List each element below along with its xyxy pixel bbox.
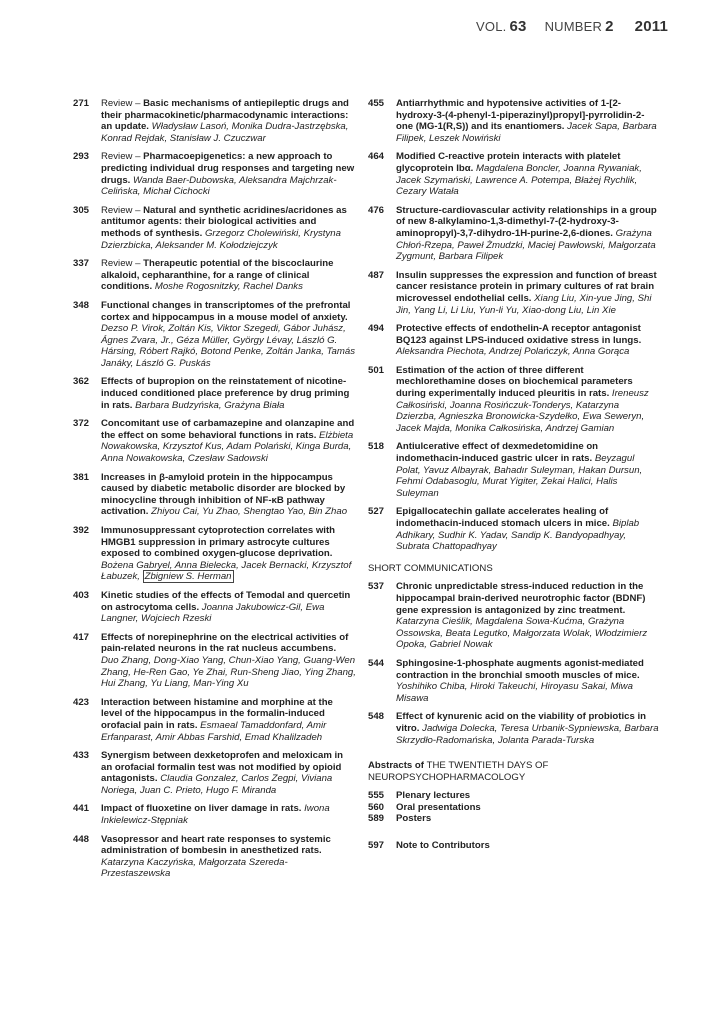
spacer [368, 832, 660, 840]
page-number: 433 [73, 750, 90, 762]
article-title: Natural and synthetic acridines/acridones as antitumor agents: their biological activities and methods of synthesis. [101, 204, 347, 239]
article-title: Estimation of the action of three different mechlorethamine doses on biochemical parameters during experimentally induced pleuritis in rats. [396, 364, 633, 400]
page-number: 362 [73, 376, 90, 388]
article-authors: Yoshihiko Chiba, Hiroki Takeuchi, Hiroyasu Sakai, Miwa Misawa [396, 681, 633, 704]
section-title: Note to Contributors [396, 840, 490, 852]
page-number: 501 [368, 364, 385, 376]
article-title: Functional changes in transcriptomes of the prefrontal cortex and hippocampus in a mouse model of anxiety. [101, 299, 351, 323]
article-title: Modified C-reactive protein interacts with platelet glycoprotein Ibα. [396, 151, 621, 174]
page-number: 271 [73, 98, 90, 109]
page-number: 597 [368, 840, 385, 852]
article-authors: Katarzyna Kaczyńska, Małgorzata Szereda-Przestaszewska [101, 856, 288, 880]
journal-issue-header [476, 18, 672, 35]
article-title: Basic mechanisms of antiepileptic drugs and their pharmacokinetic/pharmacodynamic interactions: an update. [101, 98, 349, 133]
page-number: 441 [73, 803, 90, 815]
issue-number: 2 [605, 18, 614, 35]
toc-entry[interactable] [368, 205, 660, 263]
page-number: 548 [368, 711, 385, 723]
vol-number: 63 [509, 18, 527, 35]
toc-entry[interactable] [368, 270, 660, 316]
toc-entry[interactable] [368, 658, 660, 704]
article-title: Impact of fluoxetine on liver damage in rats. [101, 803, 302, 815]
article-title: Effect of kynurenic acid on the viability of probiotics in vitro. [396, 711, 647, 734]
page-number: 337 [73, 258, 90, 270]
page-number: 392 [73, 525, 90, 536]
page-number: 464 [368, 151, 385, 163]
toc-entry[interactable] [368, 441, 660, 499]
page-number: 537 [368, 581, 385, 593]
page-number: 544 [368, 657, 385, 669]
page-number: 372 [73, 418, 90, 430]
page-number: 381 [73, 471, 90, 483]
page-number: 487 [368, 269, 385, 281]
article-title: Pharmacoepigenetics: a new approach to predicting individual drug responses and targeting new drugs. [101, 151, 355, 186]
article-title: Protective effects of endothelin-A receptor antagonist BQ123 against LPS-induced oxidative stress in lungs. [396, 323, 642, 346]
toc-entry[interactable] [368, 840, 660, 852]
page-number: 555 [368, 790, 385, 802]
article-authors: Joanna Jakubowicz-Gil, Ewa Langner, Wojciech Rzeski [101, 601, 325, 625]
abstracts-heading-rest: THE TWENTIETH DAYS OF NEUROPSYCHOPHARMACOLOGY [368, 760, 549, 783]
article-title: Immunosuppressant cytoprotection correlates with HMGB1 suppression in primary astrocyte cultures exposed to combined oxygen-glucose deprivation. [101, 525, 336, 560]
article-authors: Grażyna Chłoń-Rzepa, Paweł Żmudzki, Maciej Pawłowski, Małgorzata Zygmunt, Barbara Filipek [396, 227, 656, 263]
page-number: 448 [73, 833, 90, 845]
article-authors: Ireneusz Całkosiński, Joanna Rosińczuk-Tonderys, Katarzyna Dzierzba, Agnieszka Bronowicka-Szydełko, Ewa Seweryn, Jacek Majda, Monika Całkosińska, Andrzej Gamian [396, 388, 649, 434]
entry-label: Review – [101, 204, 144, 216]
article-authors: Iwona Inkielewicz-Stępniak [101, 803, 330, 827]
toc-entry[interactable] [73, 590, 356, 625]
article-authors: Bożena Gabryel, Anna Bielecka, Jacek Bernacki, Krzysztof Łabuzek, [101, 559, 352, 583]
short-communications-heading: SHORT COMMUNICATIONS [368, 562, 493, 574]
page-number: 403 [73, 589, 90, 601]
article-title: Effects of norepinephrine on the electrical activities of pain-related neurons in the rat nucleus accumbens. [101, 631, 349, 655]
article-title: Insulin suppresses the expression and function of breast cancer resistance protein in primary cultures of rat brain microvessel endothelial cells. [396, 269, 657, 304]
page-number: 527 [368, 506, 385, 518]
article-title: Concomitant use of carbamazepine and olanzapine and the effect on some behavioral functions in rats. [101, 418, 355, 441]
page-number: 560 [368, 801, 385, 813]
page-number: 589 [368, 813, 385, 825]
page-number: 348 [73, 299, 90, 311]
page-number: 305 [73, 204, 90, 216]
section-title: Oral presentations [396, 801, 481, 813]
toc-entry[interactable] [73, 834, 356, 880]
article-authors: Aleksandra Piechota, Andrzej Polańczyk, Anna Gorąca [396, 346, 630, 358]
entry-label: Review – [101, 151, 144, 163]
toc-entry[interactable] [368, 151, 660, 197]
entry-label: Review – [101, 98, 144, 109]
toc-entry[interactable] [73, 472, 356, 518]
article-authors: Moshe Rogosnitzky, Rachel Danks [154, 281, 303, 293]
toc-entry[interactable] [368, 365, 660, 435]
article-authors: Xiang Liu, Xin-yue Jing, Shi Jin, Yang Li, Li Liu, Yun-li Yu, Xiao-dong Liu, Lin Xie [396, 292, 652, 316]
article-title: Sphingosine-1-phosphate augments agonist-mediated contraction in the bronchial smooth muscles of mice. [396, 657, 644, 681]
toc-entry[interactable] [73, 632, 356, 690]
entry-label: Review – [101, 258, 144, 270]
toc-entry[interactable] [73, 697, 356, 743]
toc-entry[interactable] [73, 151, 356, 197]
page-number: 518 [368, 441, 385, 453]
toc-entry[interactable] [368, 506, 660, 552]
toc-entry[interactable] [368, 802, 660, 814]
toc-entry[interactable] [73, 98, 356, 144]
article-title: Chronic unpredictable stress-induced reduction in the hippocampal brain-derived neurotrophic factor (BDNF) gene expression is antagonized by zinc treatment. [396, 581, 646, 616]
toc-right-column [368, 98, 660, 859]
toc-entry[interactable] [73, 205, 356, 251]
toc-entry[interactable] [368, 790, 660, 802]
page-number: 476 [368, 204, 385, 216]
toc-entry[interactable] [368, 98, 660, 144]
article-authors: Biplab Adhikary, Sudhir K. Yadav, Sandip K. Bandyopadhyay, Subrata Chattopadhyay [396, 518, 640, 553]
article-authors: Wanda Baer-Dubowska, Aleksandra Majchrzak-Celińska, Michał Cichocki [101, 174, 337, 198]
article-authors: Dezso P. Virok, Zoltán Kis, Viktor Szegedi, Gábor Juhász, Ágnes Zvara, Jr., Géza Müller, György Lévay, László G. Hársing, Róbert Rajkó, Botond Penke, Zoltán Janka, Tamás Janáky, László G. Puskás [101, 323, 356, 369]
article-title: Synergism between dexketoprofen and meloxicam in an orofacial formalin test was not modified by opioid antagonists. [101, 750, 344, 785]
toc-entry[interactable] [73, 803, 356, 826]
article-authors: Elżbieta Nowakowska, Krzysztof Kus, Adam Polański, Kinga Burda, Anna Nowakowska, Czesław Sadowski [101, 429, 354, 465]
year: 2011 [634, 18, 668, 35]
article-authors: Barbara Budzyńska, Grażyna Biała [135, 399, 285, 411]
page-number: 293 [73, 151, 90, 163]
toc-entry[interactable] [73, 300, 356, 370]
article-authors: Władysław Lasoń, Monika Dudra-Jastrzębska, Konrad Rejdak, Stanisław J. Czuczwar [101, 121, 349, 144]
toc-entry[interactable] [368, 581, 660, 651]
article-authors: Magdalena Boncler, Joanna Rywaniak, Jacek Szymański, Lawrence A. Potempa, Błażej Rychlik, Cezary Watała [396, 162, 642, 198]
article-title: Antiarrhythmic and hypotensive activities of 1-[2-hydroxy-3-(4-phenyl-1-piperazinyl)propyl]-pyrrolidin-2-one (MG-1(R,S)) and its enantiomers. [396, 98, 645, 133]
article-authors: Claudia Gonzalez, Carlos Zegpi, Viviana Noriega, Juan C. Prieto, Hugo F. Miranda [101, 773, 333, 796]
toc-entry[interactable] [73, 750, 356, 796]
article-title: Therapeutic potential of the biscoclaurine alkaloid, cepharanthine, for a range of clinical conditions. [101, 258, 334, 293]
toc-entry[interactable] [73, 525, 356, 583]
number-label: NUMBER [544, 19, 603, 34]
abstracts-heading-bold: Abstracts of [368, 760, 427, 772]
article-title: Increases in β-amyloid protein in the hippocampus caused by diabetic metabolic disorder are blocked by minocycline through inhibition of NF-κB pathway activation. [101, 471, 346, 518]
page-number: 455 [368, 98, 385, 109]
article-title: Antiulcerative effect of dexmedetomidine on indomethacin-induced gastric ulcer in rats. [396, 441, 599, 465]
toc-entry[interactable] [368, 711, 660, 746]
page-number: 417 [73, 631, 90, 643]
article-authors: Duo Zhang, Dong-Xiao Yang, Chun-Xiao Yang, Guang-Wen Zhang, He-Ren Gao, Ye Zhai, Run-Sheng Jiao, Ying Zhang, Hui Zhang, Yu Liang, Man-Ying Xu [101, 654, 356, 690]
toc-entry[interactable] [368, 323, 660, 358]
abstracts-heading [368, 760, 660, 783]
toc-entry[interactable] [73, 418, 356, 464]
article-authors: Jadwiga Dolecka, Teresa Urbanik-Sypniewska, Barbara Skrzydło-Radomańska, Jolanta Parada-Turska [396, 722, 659, 746]
article-authors: Jacek Sapa, Barbara Filipek, Leszek Nowiński [396, 121, 657, 144]
article-authors: Zhiyou Cai, Yu Zhao, Shengtao Yao, Bin Zhao [151, 506, 348, 518]
page-number: 494 [368, 323, 385, 335]
toc-entry[interactable] [73, 258, 356, 293]
vol-label: VOL. [476, 19, 507, 34]
article-authors: Beyzagul Polat, Yavuz Albayrak, Bahadır Suleyman, Hakan Dursun, Fehmi Odabasoglu, Murat Yigiter, Zekai Halici, Halis Suleyman [396, 453, 643, 499]
article-authors: Katarzyna Cieślik, Magdalena Sowa-Kućma, Grażyna Ossowska, Beata Legutko, Małgorzata Wolak, Włodzimierz Opoka, Gabriel Nowak [396, 616, 648, 651]
toc-entry[interactable] [368, 813, 660, 825]
article-authors: Esmaeal Tamaddonfard, Amir Erfanparast, Amir Abbas Farshid, Emad Khalilzadeh [101, 719, 327, 743]
section-title: Posters [396, 813, 432, 825]
page-number: 423 [73, 696, 90, 708]
section-title: Plenary lectures [396, 790, 471, 802]
article-title: Interaction between histamine and morphine at the level of the hippocampus in the formalin-induced orofacial pain in rats. [101, 696, 333, 731]
article-title: Vasopressor and heart rate responses to systemic administration of bombesin in anesthetized rats. [101, 833, 331, 857]
boxed-author: Zbigniew S. Herman [144, 571, 232, 583]
article-title: Effects of bupropion on the reinstatement of nicotine-induced conditioned place preference by drug priming in rats. [101, 376, 350, 411]
toc-left-column [73, 98, 356, 887]
article-title: Epigallocatechin gallate accelerates healing of indomethacin-induced stomach ulcers in mice. [396, 506, 610, 529]
article-title: Kinetic studies of the effects of Temodal and quercetin on astrocytoma cells. [101, 589, 351, 613]
article-authors: Grzegorz Cholewiński, Krystyna Dzierzbicka, Aleksander M. Kołodziejczyk [101, 227, 341, 251]
toc-entry[interactable] [73, 376, 356, 411]
article-title: Structure-cardiovascular activity relationships in a group of new 8-alkylamino-1,3-dimethyl-7-(2-hydroxy-3-aminopropyl)-3,7-dihydro-1H-purine-2,6-diones. [396, 204, 657, 239]
